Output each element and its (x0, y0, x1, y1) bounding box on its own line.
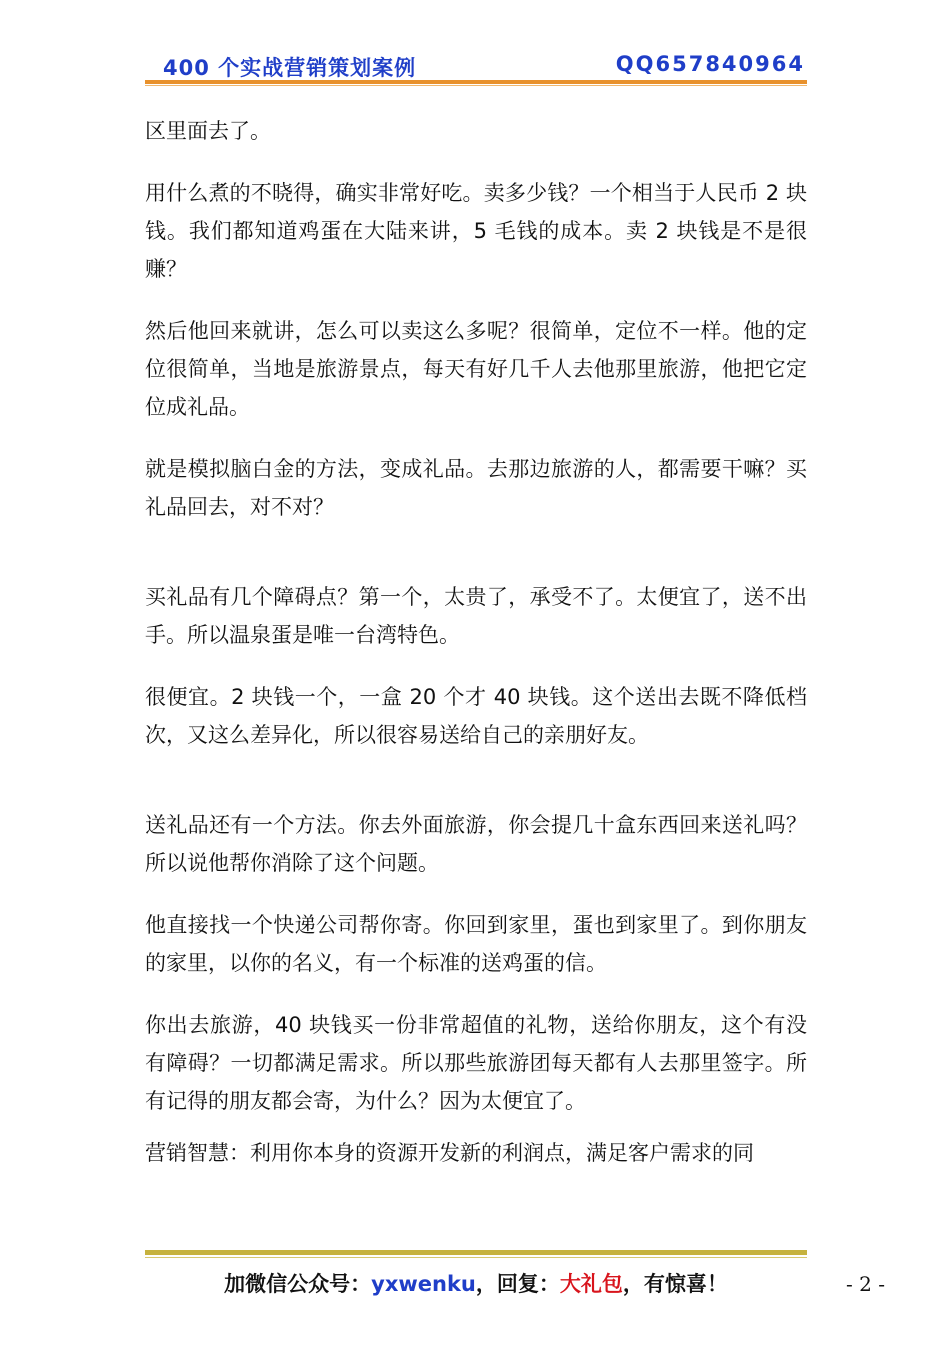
footer-keyword: 大礼包 (559, 1272, 623, 1296)
paragraph: 然后他回来就讲，怎么可以卖这么多呢？很简单，定位不一样。他的定位很简单，当地是旅游景点，每天有好几千人去他那里旅游，他把它定位成礼品。 (145, 319, 807, 419)
header-title: 400 个实战营销策划案例 (163, 56, 417, 80)
footer-promo (145, 1268, 807, 1298)
page-header (145, 50, 807, 84)
document-body (145, 112, 807, 1172)
paragraph: 他直接找一个快递公司帮你寄。你回到家里，蛋也到家里了。到你朋友的家里，以你的名义，有一个标准的送鸡蛋的信。 (145, 913, 807, 975)
paragraph: 你出去旅游，40 块钱买一份非常超值的礼物，送给你朋友，这个有没有障碍？一切都满足需求。所以那些旅游团每天都有人去那里签字。所有记得的朋友都会寄，为什么？因为太便宜了。 (145, 1013, 807, 1113)
header-divider (145, 80, 807, 84)
footer-suffix: ，有惊喜！ (622, 1272, 728, 1296)
page-number: - 2 - (846, 1272, 885, 1296)
header-divider-thin (145, 85, 807, 86)
footer-divider-thin (145, 1257, 807, 1258)
footer-divider (145, 1250, 807, 1255)
paragraph: 用什么煮的不晓得，确实非常好吃。卖多少钱？一个相当于人民币 2 块钱。我们都知道鸡蛋在大陆来讲，5 毛钱的成本。卖 2 块钱是不是很赚？ (145, 181, 807, 281)
paragraph: 送礼品还有一个方法。你去外面旅游，你会提几十盒东西回来送礼吗？所以说他帮你消除了这个问题。 (145, 813, 807, 875)
paragraph: 就是模拟脑白金的方法，变成礼品。去那边旅游的人，都需要干嘛？买礼品回去，对不对？ (145, 457, 807, 519)
footer-middle: ，回复： (475, 1272, 560, 1296)
paragraph: 买礼品有几个障碍点？第一个，太贵了，承受不了。太便宜了，送不出手。所以温泉蛋是唯一台湾特色。 (145, 585, 807, 647)
paragraph: 很便宜。2 块钱一个，一盒 20 个才 40 块钱。这个送出去既不降低档次，又这么差异化，所以很容易送给自己的亲朋好友。 (145, 685, 807, 747)
paragraph: 营销智慧：利用你本身的资源开发新的利润点，满足客户需求的同 (145, 1141, 754, 1165)
footer-prefix: 加微信公众号： (224, 1272, 372, 1296)
footer-account: yxwenku (371, 1272, 476, 1296)
header-contact: QQ657840964 (615, 52, 805, 76)
paragraph: 区里面去了。 (145, 119, 271, 143)
